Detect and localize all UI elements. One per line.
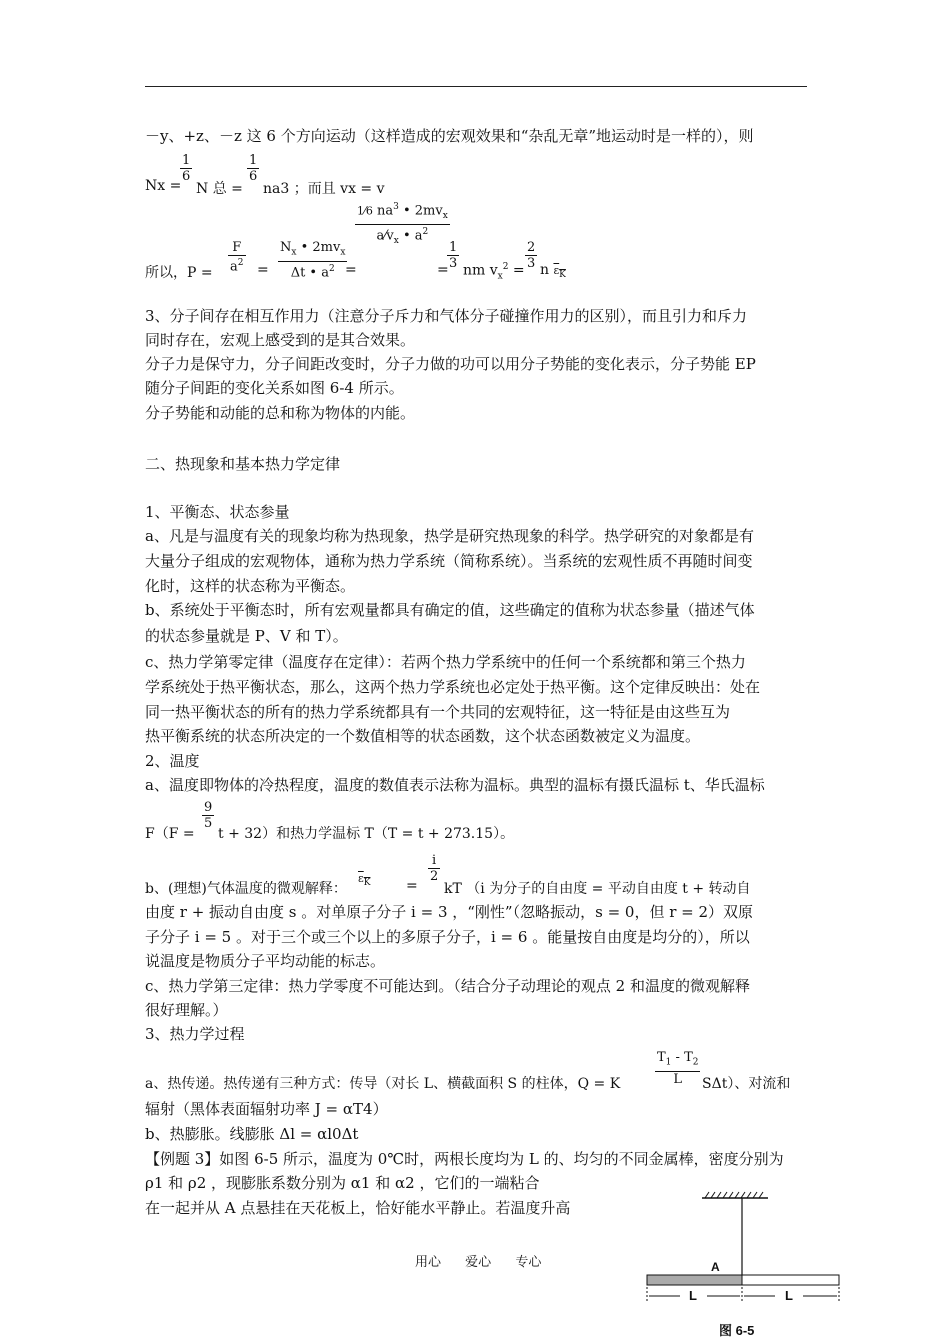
- figure-label-a: A: [711, 1260, 720, 1274]
- text-line: c、热力学第零定律（温度存在定律）：若两个热力学系统中的任何一个系统都和第三个热力: [145, 653, 746, 671]
- eq-sign: =: [437, 262, 449, 278]
- eq-na3: na3 ；而且 vx = v: [263, 181, 385, 197]
- text-line: 说温度是物质分子平均动能的标志。: [145, 952, 386, 970]
- footer-item: 专心: [515, 1255, 542, 1270]
- text-line: 热平衡系统的状态所决定的一个数值相等的状态函数，这个状态函数被定义为温度。: [145, 727, 701, 745]
- frac-i-2: $\frac{i}{2}$: [430, 853, 439, 884]
- text-line: 由度 r + 振动自由度 s 。对单原子分子 i = 3 ，“刚性”（忽略振动，s = 0，但 r = 2）双原: [145, 903, 754, 921]
- frac-f-a2: $\frac{F}{a^2}$: [230, 240, 244, 275]
- text-line: a、凡是与温度有关的现象均称为热现象，热学是研究热现象的科学。热学研究的对象都是有: [145, 527, 754, 545]
- text-line: ρ1 和 ρ2 ，现膨胀系数分别为 α1 和 α2 ，它们的一端粘合: [145, 1174, 540, 1192]
- eq-kt: kT （i 为分子的自由度 = 平动自由度 t + 转动自: [444, 881, 751, 897]
- frac-nx: $N_x$ • $2mv_x$ Δt • $a^2$: [280, 240, 346, 280]
- section-heading: 二、热现象和基本热力学定律: [145, 455, 341, 473]
- frac-2-3: $\frac{2}{3}$: [527, 240, 536, 271]
- eq-nx: Nx =: [145, 178, 182, 194]
- text-line: b、热膨胀。线膨胀 Δl = αl0Δt: [145, 1125, 359, 1143]
- text-line: 化时，这样的状态称为平衡态。: [145, 577, 356, 595]
- eq-n-ek: n $\varepsilon_K$: [540, 262, 566, 281]
- eq-ek-symbol: $\varepsilon_K$: [358, 872, 371, 889]
- text-line: 同一热平衡状态的所有的热力学系统都具有一个共同的宏观特征，这一特征是由这些互为: [145, 703, 731, 721]
- eq-f-label: F（F =: [145, 826, 195, 842]
- text-line: 分子势能和动能的总和称为物体的内能。: [145, 404, 416, 422]
- text-line: 辐射（黑体表面辐射功率 J = αT4）: [145, 1100, 388, 1118]
- text-line: b、系统处于平衡态时，所有宏观量都具有确定的值，这些确定的值称为状态参量（描述气体: [145, 601, 755, 619]
- text-line: 学系统处于热平衡状态，那么，这两个热力学系统也必定处于热平衡。这个定律反映出：处在: [145, 678, 761, 696]
- frac-1-6: $\frac{1}{6}$: [182, 153, 191, 184]
- eq-p-label: 所以，P =: [145, 265, 213, 281]
- subsection-heading: 3、热力学过程: [145, 1025, 245, 1043]
- example-heading: 【例题 3】如图 6-5 所示，温度为 0℃时，两根长度均为 L 的、均匀的不同金属棒，密度分别为: [145, 1150, 784, 1168]
- eq-sign: =: [406, 878, 418, 894]
- figure-label-l: L: [689, 1288, 697, 1303]
- eq-q-label: a、热传递。热传递有三种方式：传导（对长 L、横截面积 S 的柱体，Q = K: [145, 1076, 621, 1092]
- footer-item: 爱心: [465, 1255, 492, 1270]
- text-line: 同时存在，宏观上感受到的是其合效果。: [145, 331, 416, 349]
- eq-nm: nm $v_x^2$ =: [463, 262, 525, 282]
- text-line: 子分子 i = 5 。对于三个或三个以上的多原子分子，i = 6 。能量按自由度是均分的），所以: [145, 928, 750, 946]
- text-line: －y、+z、－z 这 6 个方向运动（这样造成的宏观效果和“杂乱无章”地运动时是一样的），则: [145, 127, 754, 145]
- header-rule: [145, 86, 807, 87]
- eq-q-rest: SΔt）、对流和: [702, 1076, 791, 1092]
- eq-sign: =: [257, 262, 269, 278]
- text-line: 的状态参量就是 P、V 和 T）。: [145, 627, 348, 645]
- subsection-heading: 1、平衡态、状态参量: [145, 503, 290, 521]
- text-line: a、温度即物体的冷热程度，温度的数值表示法称为温标。典型的温标有摄氏温标 t、华氏温标: [145, 776, 765, 794]
- text-line: c、热力学第三定律：热力学零度不可能达到。（结合分子动理论的观点 2 和温度的微观解释: [145, 977, 750, 995]
- figure-caption: 图 6-5: [719, 1323, 755, 1338]
- frac-9-5: $\frac{9}{5}$: [204, 800, 213, 831]
- eq-ek-label: b、(理想)气体温度的微观解释：: [145, 881, 347, 897]
- footer-item: 用心: [415, 1255, 442, 1270]
- eq-ntotal: N 总 =: [196, 181, 243, 197]
- frac-t1-t2: $\frac{T_1 - T_2}{L}$: [657, 1050, 699, 1087]
- text-line: 很好理解。）: [145, 1001, 228, 1019]
- text-line: 大量分子组成的宏观物体，通称为热力学系统（简称系统）。当系统的宏观性质不再随时间变: [145, 552, 753, 570]
- frac-1-3: $\frac{1}{3}$: [449, 240, 458, 271]
- frac-1-6b: $\frac{1}{6}$: [249, 153, 258, 184]
- figure-6-5: [645, 1190, 845, 1340]
- eq-f-rest: t + 32）和热力学温标 T（T = t + 273.15）。: [218, 826, 515, 842]
- eq-sign: =: [345, 262, 357, 278]
- text-line: 3、分子间存在相互作用力（注意分子斥力和气体分子碰撞作用力的区别），而且引力和斥力: [145, 307, 748, 325]
- text-line: 在一起并从 A 点悬挂在天花板上，恰好能水平静止。若温度升高: [145, 1199, 571, 1217]
- frac-compound: 1⁄6 $na^3$ • $2mv_x$ $a⁄v_x$ • $a^2$: [357, 202, 448, 246]
- figure-label-l: L: [785, 1288, 793, 1303]
- figure-diagram: [645, 1190, 845, 1340]
- text-line: 分子力是保守力，分子间距改变时，分子力做的功可以用分子势能的变化表示，分子势能 EP: [145, 355, 756, 373]
- page-footer: [415, 1251, 561, 1270]
- text-line: 随分子间距的变化关系如图 6-4 所示。: [145, 379, 404, 397]
- subsection-heading: 2、温度: [145, 752, 200, 770]
